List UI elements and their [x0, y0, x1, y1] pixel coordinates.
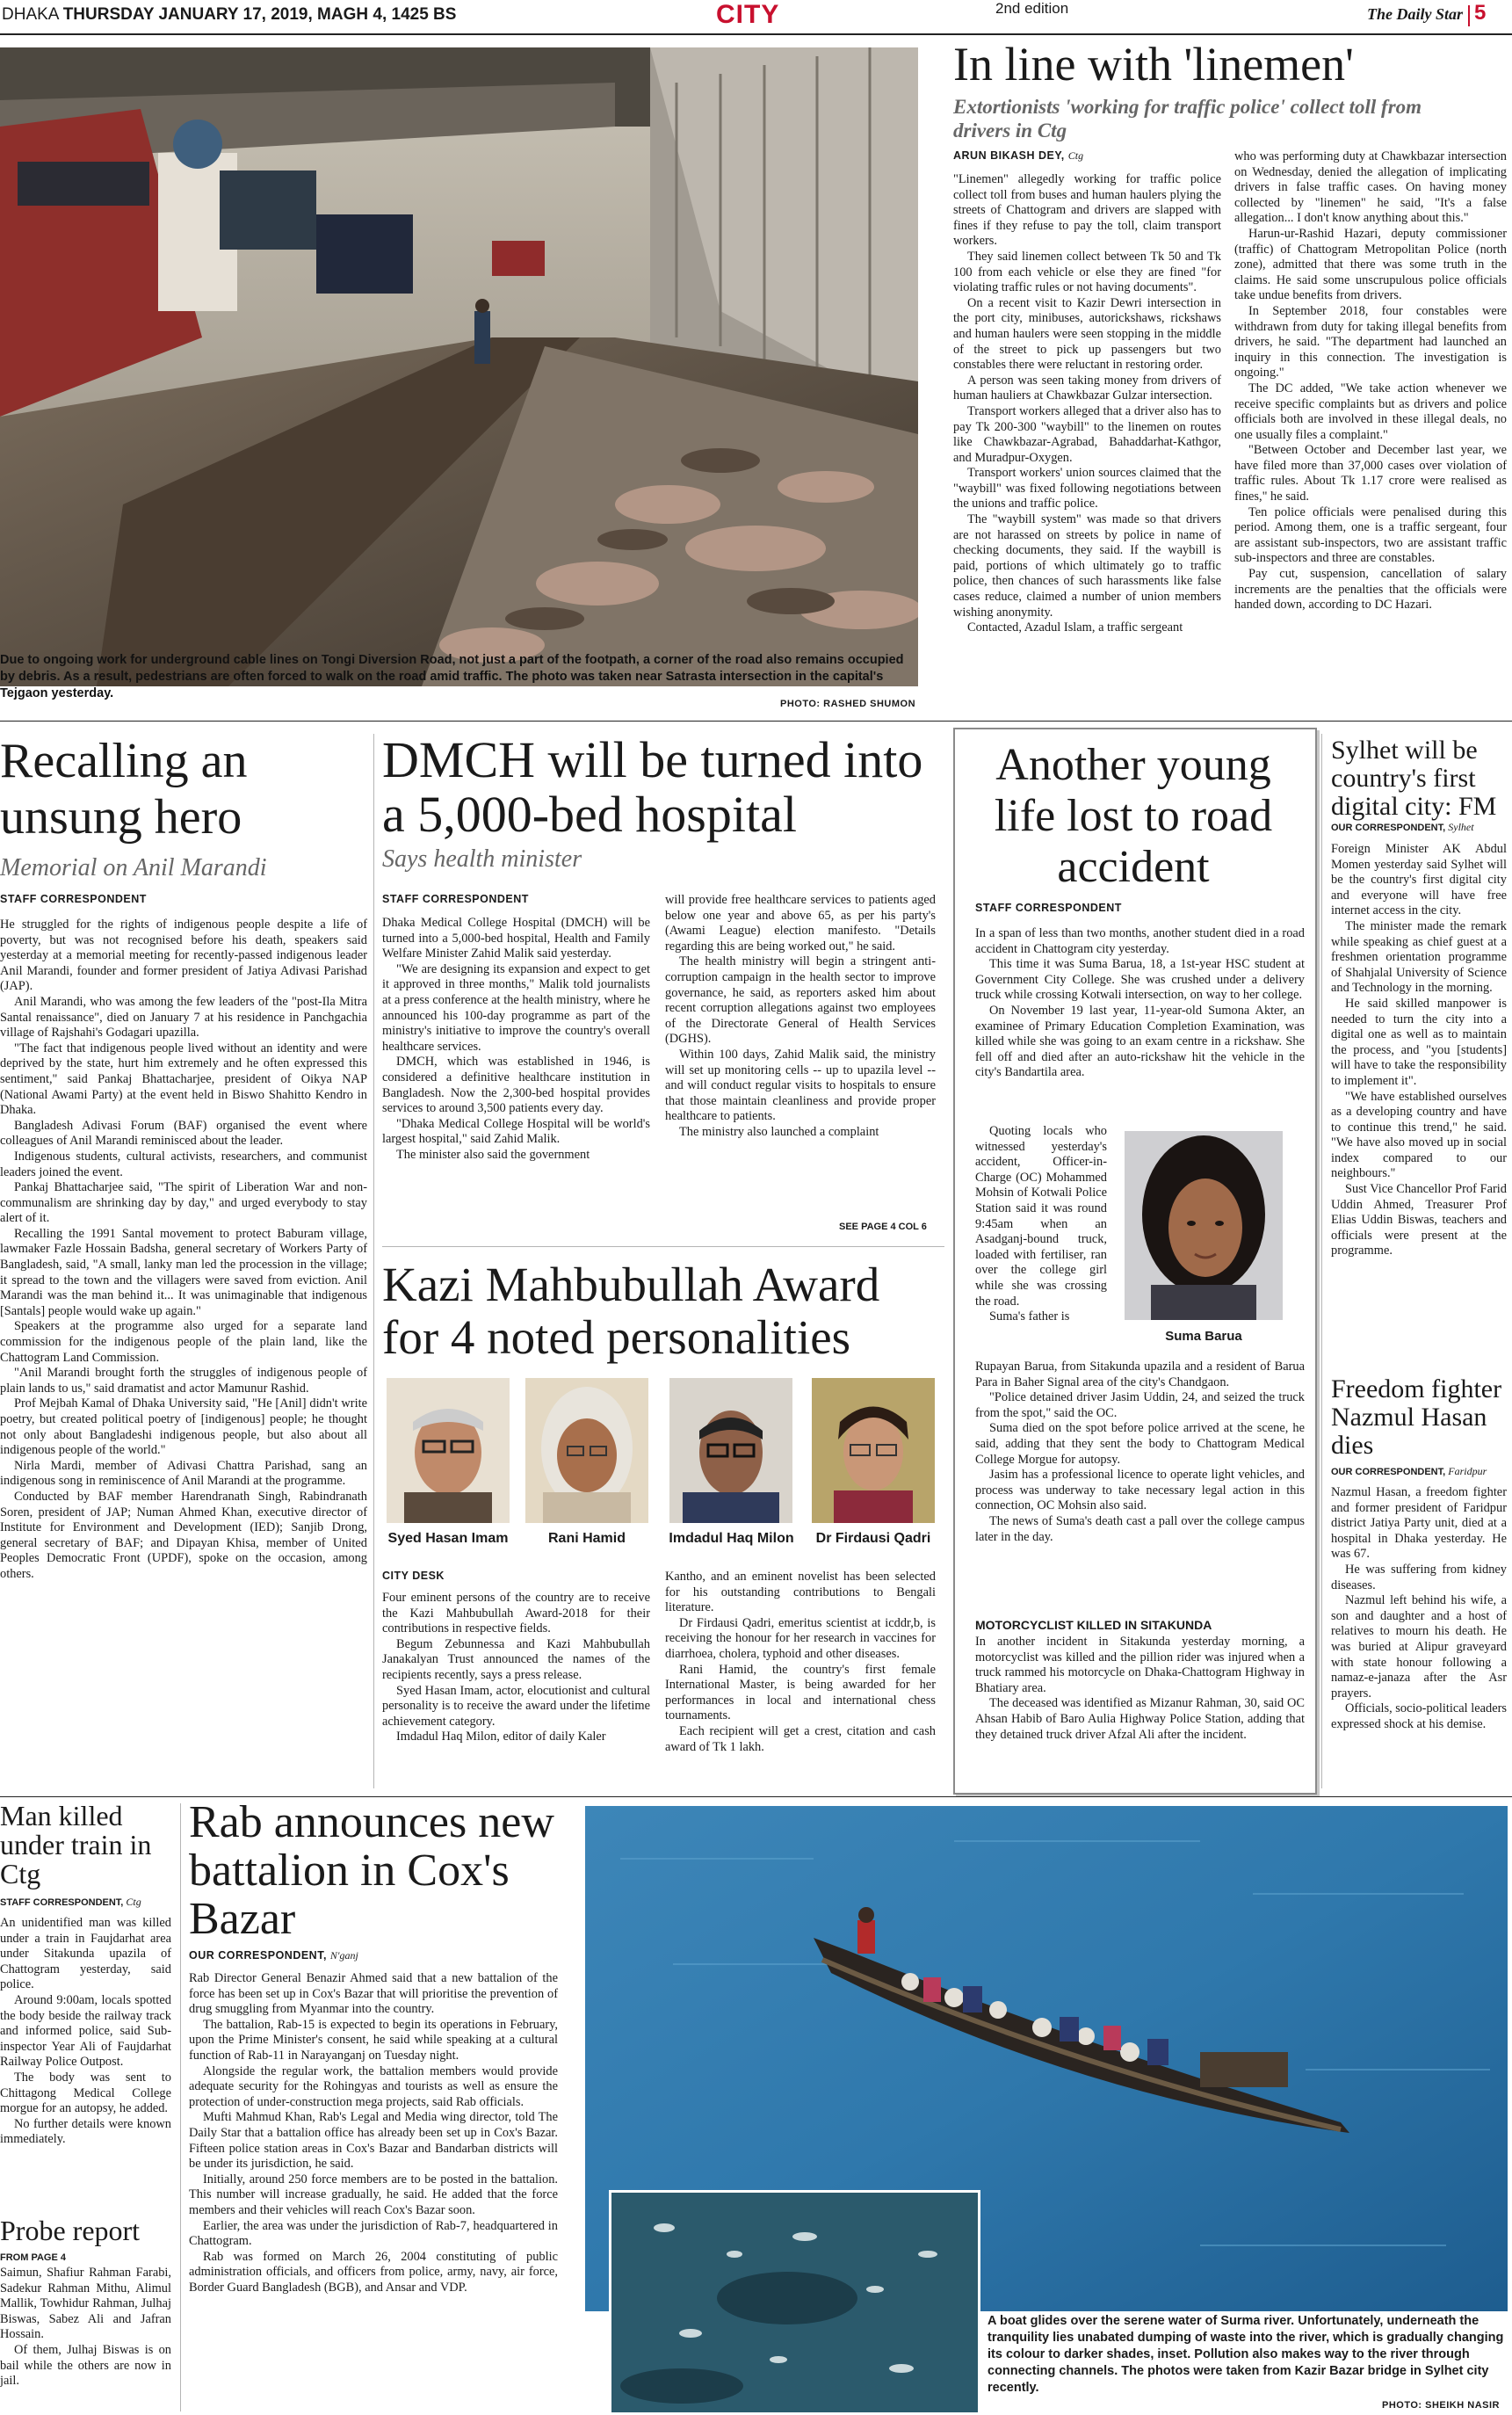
marandi-p: "Anil Marandi brought forth the struggles of indigenous people of plain lands to us," said dramatist and actor Mamunur Rashid.: [0, 1366, 367, 1396]
sylhet-byline: OUR CORRESPONDENT, Sylhet: [1331, 821, 1474, 833]
sylhet-headline: Sylhet will be country's first digital city: FM: [1331, 736, 1497, 821]
linemen-p: Contacted, Azadul Islam, a traffic sergeant: [967, 620, 1183, 635]
edition-label: 2nd edition: [995, 0, 1069, 17]
train-p: No further details were known immediately.: [0, 2116, 171, 2147]
train-body: [0, 1916, 171, 2148]
river-photo-credit: PHOTO: SHEIKH NASIR: [1382, 2400, 1500, 2411]
rab-byline: OUR CORRESPONDENT, N'ganj: [189, 1949, 358, 1962]
dmch-p: DMCH, which was established in 1946, is considered a definitive healthcare institution in Bangladesh. Now the 2,300-bed hospital provides services to around 3,500 patients every day.: [382, 1055, 650, 1116]
rab-body: [189, 1971, 558, 2295]
freedom-p: Nazmul Hasan, a freedom fighter and former president of Faridpur district Jatiya Party unit, died at a hospital in Dhaka yesterday. He was 67.: [1331, 1485, 1507, 1562]
linemen-p: A person was seen taking money from drivers of human hauliers at Chawkbazar Gulzar intersection.: [953, 373, 1221, 403]
masthead: [0, 0, 1512, 35]
portrait-3-name: Imdadul Haq Milon: [669, 1531, 794, 1546]
marandi-p: Prof Mejbah Kamal of Dhaka University said, "He [Anil] didn't write poetry, but created political poetry of [indigenous] people; he thought not only about Bangladeshi indigenous people, but also about all indigenous people of the world.": [0, 1396, 367, 1458]
kazi-p: Imdadul Haq Milon, editor of daily Kaler: [396, 1730, 606, 1744]
dateline-city: DHAKA: [2, 5, 59, 24]
marandi-p: He struggled for the rights of indigenous people despite a life of poverty, but was not recognised before his death, speakers said yesterday at a memorial meeting for recently-passed indigenous leader Anil Marandi, founder and former president of Jatiya Adivasi Parishad (JAP).: [0, 917, 367, 994]
marandi-p: Anil Marandi, who was among the few leaders of the "post-Ila Mitra Santal renaissance", died on January 7 at his residence in Panchgachia village of Rajshahi's Godagari upazilla.: [0, 994, 367, 1041]
dmch-p: Dhaka Medical College Hospital (DMCH) will be turned into a 5,000-bed hospital, Health and Family Welfare Minister Zahid Malik said yesterday.: [382, 916, 650, 961]
page-number: 5: [1474, 1, 1487, 25]
divider: [180, 1803, 181, 2411]
portrait-1-name: Syed Hasan Imam: [387, 1531, 509, 1546]
sylhet-p: The minister made the remark while speaking as chief guest at a freshmen orientation programme of Shahjalal University of Science and Technology in the morning.: [1331, 918, 1507, 996]
freedom-p: Officials, socio-political leaders expressed shock at his demise.: [1331, 1701, 1507, 1731]
accident-body-wrap: [975, 1124, 1107, 1325]
marandi-body: [0, 917, 367, 1583]
sylhet-p: "We have established ourselves as a developing country and have to continue this trend," he said. "We have also moved up in social index compared to our neighbours.": [1331, 1089, 1507, 1181]
accident-body-top: [975, 926, 1305, 1081]
portrait-1: [387, 1378, 510, 1523]
dmch-byline: STAFF CORRESPONDENT: [382, 893, 529, 905]
freedom-byline: OUR CORRESPONDENT, Faridpur: [1331, 1465, 1487, 1477]
dmch-jump[interactable]: SEE PAGE 4 COL 6: [839, 1222, 927, 1232]
linemen-p: Transport workers alleged that a driver also has to pay Tk 200-300 "waybill" to the linemen on routes like Chawkbazar-Agrabad, Bahaddarhat-Kathgor, and Muradpur-Oxygen.: [953, 403, 1221, 465]
section-label: CITY: [716, 0, 780, 29]
dmch-col2: [665, 893, 936, 1141]
kazi-p: Syed Hasan Imam, actor, elocutionist and cultural personality is to receive the award under the lifetime achievement category.: [382, 1683, 650, 1729]
accident-p: The news of Suma's death cast a pall over the college campus later in the day.: [975, 1513, 1305, 1544]
marandi-p: Speakers at the programme also urged for a separate land commission for the indigenous people of the plain land, like the Chattogram Land Commission.: [0, 1319, 367, 1365]
accident-p: Quoting locals who witnessed yesterday's accident, Officer-in-Charge (OC) Mohammed Mohsin of Kotwali Police Station said it was round 9:45am when an Asadganj-bound truck, loaded with fertiliser, ran over the college girl while she was crossing the road.: [975, 1124, 1107, 1309]
train-p: The body was sent to Chittagong Medical College morgue for an autopsy, he added.: [0, 2070, 171, 2116]
linemen-p: Pay cut, suspension, cancellation of salary increments are the penalties that the officials were handed down, according to DC Hazari.: [1234, 567, 1507, 613]
linemen-p: "Linemen" allegedly working for traffic police collect toll from buses and human haulers plying the streets of Chattogram and drivers are slapped with fines if they refuse to pay the toll, claim transport workers.: [953, 172, 1221, 249]
probe-body: [0, 2266, 171, 2390]
train-p: An unidentified man was killed under a train in Faujdarhat area under Sitakunda upazila of Chattogram yesterday, said police.: [0, 1916, 171, 1992]
divider: [382, 1246, 944, 1247]
rab-headline: Rab announces new battalion in Cox's Bazar: [189, 1797, 554, 1944]
dmch-p: The ministry also launched a complaint: [679, 1124, 879, 1139]
probe-headline: Probe report: [0, 2215, 141, 2246]
portrait-2: [525, 1378, 648, 1523]
marandi-p: "The fact that indigenous people lived without an identity and were deprived by the state, hurt him extremely and he often expressed this sentiment," said Pankaj Bhattacharjee, president of Oikya NAP (National Awami Party) at the event held in Biswo Shahitto Kendro in Dhaka.: [0, 1041, 367, 1118]
road-photo-credit: PHOTO: RASHED SHUMON: [780, 699, 916, 709]
accident-p: In a span of less than two months, another student died in a road accident in Chattogram city yesterday.: [975, 926, 1305, 956]
page-divider: [1468, 5, 1470, 26]
linemen-p: The "waybill system" was made so that drivers are not harassed on streets by police in name of checking documents, they said. If the waybill is paid, portions of which ultimately go to traffic police, then chances of such harassments like false cases reduce, claimed a number of union members wishing anonymity.: [953, 512, 1221, 620]
accident-p: Suma died on the spot before police arrived at the scene, he said, adding that they sent the body to Chattogram Medical College Morgue for autopsy.: [975, 1421, 1305, 1467]
accident-subhead: MOTORCYCLIST KILLED IN SITAKUNDA: [975, 1618, 1212, 1632]
river-inset-photo: [609, 2190, 980, 2415]
dmch-p: The health ministry will begin a stringent anti-corruption campaign in the health sector to improve governance, he said, as reporters asked him about recent corruption allegations against two employees of the Directorate General of Health Services (DGHS).: [665, 954, 936, 1047]
marandi-p: Recalling the 1991 Santal movement to protect Baburam village, lawmaker Fazle Hossain Badsha, general secretary of Workers Party of Bangladesh, said, "A small, lanky man led the procession in the village; it spread to the town and the villagers were saved from eviction. Anil Marandi was the man behind it... It was unimaginable that indigenous [Santals] people would wake up again.": [0, 1226, 367, 1318]
linemen-p: The DC added, "We take action whenever we receive specific complaints but as drivers and police officials both are involved in these illegal deals, no one usually files a complaint.": [1234, 381, 1507, 442]
portrait-3: [669, 1378, 792, 1523]
linemen-p: Ten police officials were penalised during this period. Among them, one is a traffic sergeant, four are assistant sub-inspectors, two are assistant traffic sub-inspectors and three are constables.: [1234, 504, 1507, 566]
portrait-4-name: Dr Firdausi Qadri: [815, 1531, 931, 1546]
road-photo-caption: Due to ongoing work for underground cable lines on Tongi Diversion Road, not just a part of the footpath, a corner of the road also remains occupied by debris. As a result, pedestrians are often forced to walk on the road amid traffic. The photo was taken near Satrasta intersection in the capital's Tejgaon yesterday.: [0, 653, 904, 700]
linemen-col1: [953, 172, 1221, 636]
rab-p: Initially, around 250 force members are to be posted in the battalion. This number will increase gradually, he said. He added that the force members and their vehicles will reach Cox's Bazar soon.: [189, 2172, 558, 2217]
freedom-headline: Freedom fighter Nazmul Hasan dies: [1331, 1374, 1502, 1460]
rab-p: Mufti Mahmud Khan, Rab's Legal and Media wing director, told The Daily Star that a battalion office has already been set up in Cox's Bazar. Fifteen police station areas in Cox's Bazar and Bandarban districts will be under its jurisdiction, he said.: [189, 2110, 558, 2172]
dateline: [2, 5, 456, 25]
probe-from: FROM PAGE 4: [0, 2252, 66, 2263]
marandi-byline: STAFF CORRESPONDENT: [0, 893, 147, 905]
freedom-p: Nazmul left behind his wife, a son and daughter and a host of relatives to mourn his death. He was buried at Alipur graveyard with state honour following a namaz-e-janaza after the Asr prayers.: [1331, 1593, 1507, 1701]
paper-name: The Daily Star: [1367, 5, 1464, 23]
accident-body-end: [975, 1635, 1305, 1743]
linemen-p: "Between October and December last year, we have filed more than 37,000 cases over violation of traffic rules. About Tk 1.17 crore were realised as fines," he said.: [1234, 443, 1507, 504]
freedom-body: [1331, 1485, 1507, 1733]
accident-p: On November 19 last year, 11-year-old Sumona Akter, an examinee of Primary Education Completion Examination, was killed while she was going to an exam centre in a rickshaw. She fell off and died after an auto-rickshaw hit the vehicle in the city's Bandartila area.: [975, 1003, 1305, 1080]
kazi-p: Dr Firdausi Qadri, emeritus scientist at icddr,b, is receiving the honour for her research in vaccines for diarrhoea, cholera, typhoid and other diseases.: [665, 1615, 936, 1661]
divider: [373, 734, 374, 1788]
dmch-p: "Dhaka Medical College Hospital will be world's largest hospital," said Zahid Malik.: [382, 1116, 650, 1147]
marandi-p: Pankaj Bhattacharjee said, "The spirit of Liberation War and non-communalism are shrinking day by day," and urged everybody to stay alert of it.: [0, 1180, 367, 1226]
kazi-p: Each recipient will get a crest, citation and cash award of Tk 1 lakh.: [665, 1723, 936, 1754]
dmch-p: will provide free healthcare services to patients aged below one year and above 65, as per his party's (Awami League) election manifesto. "Details regarding this are being worked out," he said.: [665, 893, 936, 954]
rab-p: The battalion, Rab-15 is expected to begin its operations in February, upon the Prime Minister's consent, he said while speaking at a cultural function of Rab-11 in Narayanganj on Tuesday night.: [189, 2017, 558, 2063]
road-photo: [0, 47, 918, 686]
linemen-subhead: Extortionists 'working for traffic police' collect toll from drivers in Ctg: [953, 96, 1422, 141]
linemen-p: In September 2018, four constables were withdrawn from duty for taking illegal benefits from drivers, he said. "The department had launched an inquiry in this connection. The investigation is ongoing.": [1234, 303, 1507, 381]
rab-p: Alongside the regular work, the battalion members would provide adequate security for the Rohingyas and tourists as well as ensure the protection of under-construction mega projects, said Rab officials.: [189, 2063, 558, 2109]
marandi-p: Bangladesh Adivasi Forum (BAF) organised the event where colleagues of Anil Marandi reminisced about the leader.: [0, 1118, 367, 1149]
divider: [1321, 734, 1322, 1788]
accident-headline: Another young life lost to road accident: [994, 740, 1273, 892]
sylhet-p: Sust Vice Chancellor Prof Farid Uddin Ahmed, Treasurer Prof Elias Uddin Biswas, teachers and officials were present at the programme.: [1331, 1182, 1507, 1258]
divider: [0, 721, 1512, 722]
accident-p: Jasim has a professional licence to operate light vehicles, and process was underway to take necessary legal action in this connection, OC Mohsin also said.: [975, 1468, 1305, 1513]
accident-p: Suma's father is: [989, 1309, 1070, 1324]
linemen-headline: In line with 'linemen': [953, 38, 1354, 91]
sylhet-body: [1331, 842, 1507, 1259]
train-p: Around 9:00am, locals spotted the body beside the railway track and informed police, said Sub-inspector Year Ali of Faujdarhat Railway Police Outpost.: [0, 1992, 171, 2070]
kazi-byline: CITY DESK: [382, 1570, 445, 1582]
marandi-p: Nirla Mardi, member of Adivasi Chattra Parishad, sang an indigenous song in reminiscence of Anil Marandi at the programme.: [0, 1458, 367, 1489]
accident-p: In another incident in Sitakunda yesterday morning, a motorcyclist was killed and the pillion rider was injured when a truck rammed his motorcycle on Dhaka-Chattogram Highway in Bhatiary area.: [975, 1635, 1305, 1695]
accident-p: This time it was Suma Barua, 18, a 1st-year HSC student at Government City College. She was crushed under a delivery truck while crossing Kotwali intersection, on way to her college.: [975, 957, 1305, 1003]
accident-byline: STAFF CORRESPONDENT: [975, 902, 1122, 914]
river-photo-caption: A boat glides over the serene water of Surma river. Unfortunately, underneath the tranquility lies unabated dumping of waste into the river, which is gradually changing its colour to darker shades, inset. Pollution also makes way to the river through connecting channels. The photos were taken from Kazir Bazar bridge in Sylhet city recently.: [988, 2314, 1504, 2395]
marandi-subhead: Memorial on Anil Marandi: [0, 854, 267, 881]
marandi-headline: Recalling an unsung hero: [0, 734, 248, 845]
marandi-p: Indigenous students, cultural activists, researchers, and communist leaders joined the event.: [0, 1149, 367, 1179]
suma-photo-name: Suma Barua: [1165, 1329, 1242, 1344]
marandi-p: Conducted by BAF member Harendranath Singh, Rabindranath Soren, president of JAP; Numan Ahmed Khan, executive director of Institute for Environment and Development (IED); Sanjib Drong, general secretary of BAF; and Dipayan Khisa, member of United Peoples Democratic Front (UPDF), spoke on the occasion, among others.: [0, 1489, 367, 1581]
dateline-date: THURSDAY JANUARY 17, 2019, MAGH 4, 1425 BS: [62, 5, 457, 24]
accident-p: Rupayan Barua, from Sitakunda upazila and a resident of Barua Para in Baher Signal area of the city's Chandgaon.: [975, 1360, 1305, 1389]
probe-p: Of them, Julhaj Biswas is on bail while the others are now in jail.: [0, 2342, 171, 2389]
kazi-headline: Kazi Mahbubullah Award for 4 noted personalities: [382, 1258, 880, 1364]
sylhet-p: He said skilled manpower is needed to turn the city into a digital one as well as to maintain the process, and "you [students] will have to take the responsibility to implement it".: [1331, 996, 1507, 1088]
kazi-p: Begum Zebunnessa and Kazi Mahbubullah Janakalyan Trust announced the names of the recipients recently, says a press release.: [382, 1636, 650, 1682]
linemen-col2: [1234, 149, 1507, 613]
linemen-p: They said linemen collect between Tk 50 and Tk 100 from each vehicle or else they are fined "for violating traffic rules or not having documents".: [953, 249, 1221, 295]
dmch-p: The minister also said the government: [396, 1147, 590, 1162]
rab-p: Rab Director General Benazir Ahmed said that a new battalion of the force has been set up in Cox's Bazar that will prioritise the prevention of drug smuggling from Myanmar into the country.: [189, 1971, 558, 2017]
linemen-p: who was performing duty at Chawkbazar intersection on Wednesday, denied the allegation of implicating drivers in false traffic cases. On having money collected by "linemen" he said, "It's a false allegation... I don't know anything about this.": [1234, 149, 1507, 226]
rab-p: Earlier, the area was under the jurisdiction of Rab-7, headquartered in Chattogram.: [189, 2218, 558, 2249]
portrait-4: [812, 1378, 935, 1523]
sylhet-p: Foreign Minister AK Abdul Momen yesterday said Sylhet will be the country's first digital city and everyone will have free internet access in the city.: [1331, 842, 1507, 918]
freedom-p: He was suffering from kidney diseases.: [1331, 1562, 1507, 1592]
linemen-byline: ARUN BIKASH DEY, Ctg: [953, 149, 1084, 162]
accident-p: The deceased was identified as Mizanur Rahman, 30, said OC Ahsan Habib of Baro Aulia Highway Police Station, adding that they detained truck driver Afzal Ali after the incident.: [975, 1696, 1305, 1742]
accident-p: "Police detained driver Jasim Uddin, 24, and seized the truck from the spot," said the OC.: [975, 1390, 1305, 1420]
kazi-p: Kantho, and an eminent novelist has been selected for his outstanding contributions to Bengali literature.: [665, 1570, 936, 1615]
dmch-p: "We are designing its expansion and expect to get it approved in three months," Malik told journalists at a press conference at the health ministry, where he announced his 100-day programme as part of the ministry's initiative to improve the country's overall healthcare services.: [382, 961, 650, 1054]
accident-body-bottom: [975, 1360, 1305, 1545]
dmch-p: Within 100 days, Zahid Malik said, the ministry will set up monitoring cells -- up to upazila level -- and will conduct regular visits to hospitals to ensure that those maintain cleanliness and provide proper healthcare to patients.: [665, 1047, 936, 1124]
rab-p: Rab was formed on March 26, 2004 constituting of public administration officials, and officers from police, army, navy, air force, Border Guard Bangladesh (BGB), and Ansar and VDP.: [189, 2249, 558, 2295]
linemen-p: Harun-ur-Rashid Hazari, deputy commissioner (traffic) of Chattogram Metropolitan Police (north zone), admitted that there was some truth in the claims. He said some unscrupulous police officials take undue benefits from drivers.: [1234, 226, 1507, 303]
probe-p: Saimun, Shafiur Rahman Farabi, Sadekur Rahman Mithu, Alimul Mallik, Towhidur Rahman, Julhaj Biswas, Sabez Ali and Jafran Hossain.: [0, 2266, 171, 2342]
train-byline: STAFF CORRESPONDENT, Ctg: [0, 1896, 141, 1908]
kazi-p: Four eminent persons of the country are to receive the Kazi Mahbubullah Award-2018 for their contributions in respective fields.: [382, 1591, 650, 1636]
linemen-p: On a recent visit to Kazir Dewri intersection in the port city, minibuses, autorickshaws, rickshaws and human haulers were seen stopping in the middle of the street to pick up passengers but two constables there were reluctant in restoring order.: [953, 295, 1221, 373]
dmch-headline: DMCH will be turned into a 5,000-bed hospital: [382, 731, 923, 843]
train-headline: Man killed under train in Ctg: [0, 1800, 152, 1889]
kazi-col2: [665, 1570, 936, 1755]
kazi-col1: [382, 1591, 650, 1745]
portrait-2-name: Rani Hamid: [547, 1531, 626, 1546]
dmch-subhead: Says health minister: [382, 845, 582, 873]
linemen-p: Transport workers' union sources claimed that the "waybill" was fixed following negotiations between the unions and traffic police.: [953, 466, 1221, 511]
suma-photo: [1125, 1131, 1283, 1320]
kazi-p: Rani Hamid, the country's first female International Master, is being awarded for her performances in local and international chess tournaments.: [665, 1662, 936, 1723]
dmch-col1: [382, 916, 650, 1164]
